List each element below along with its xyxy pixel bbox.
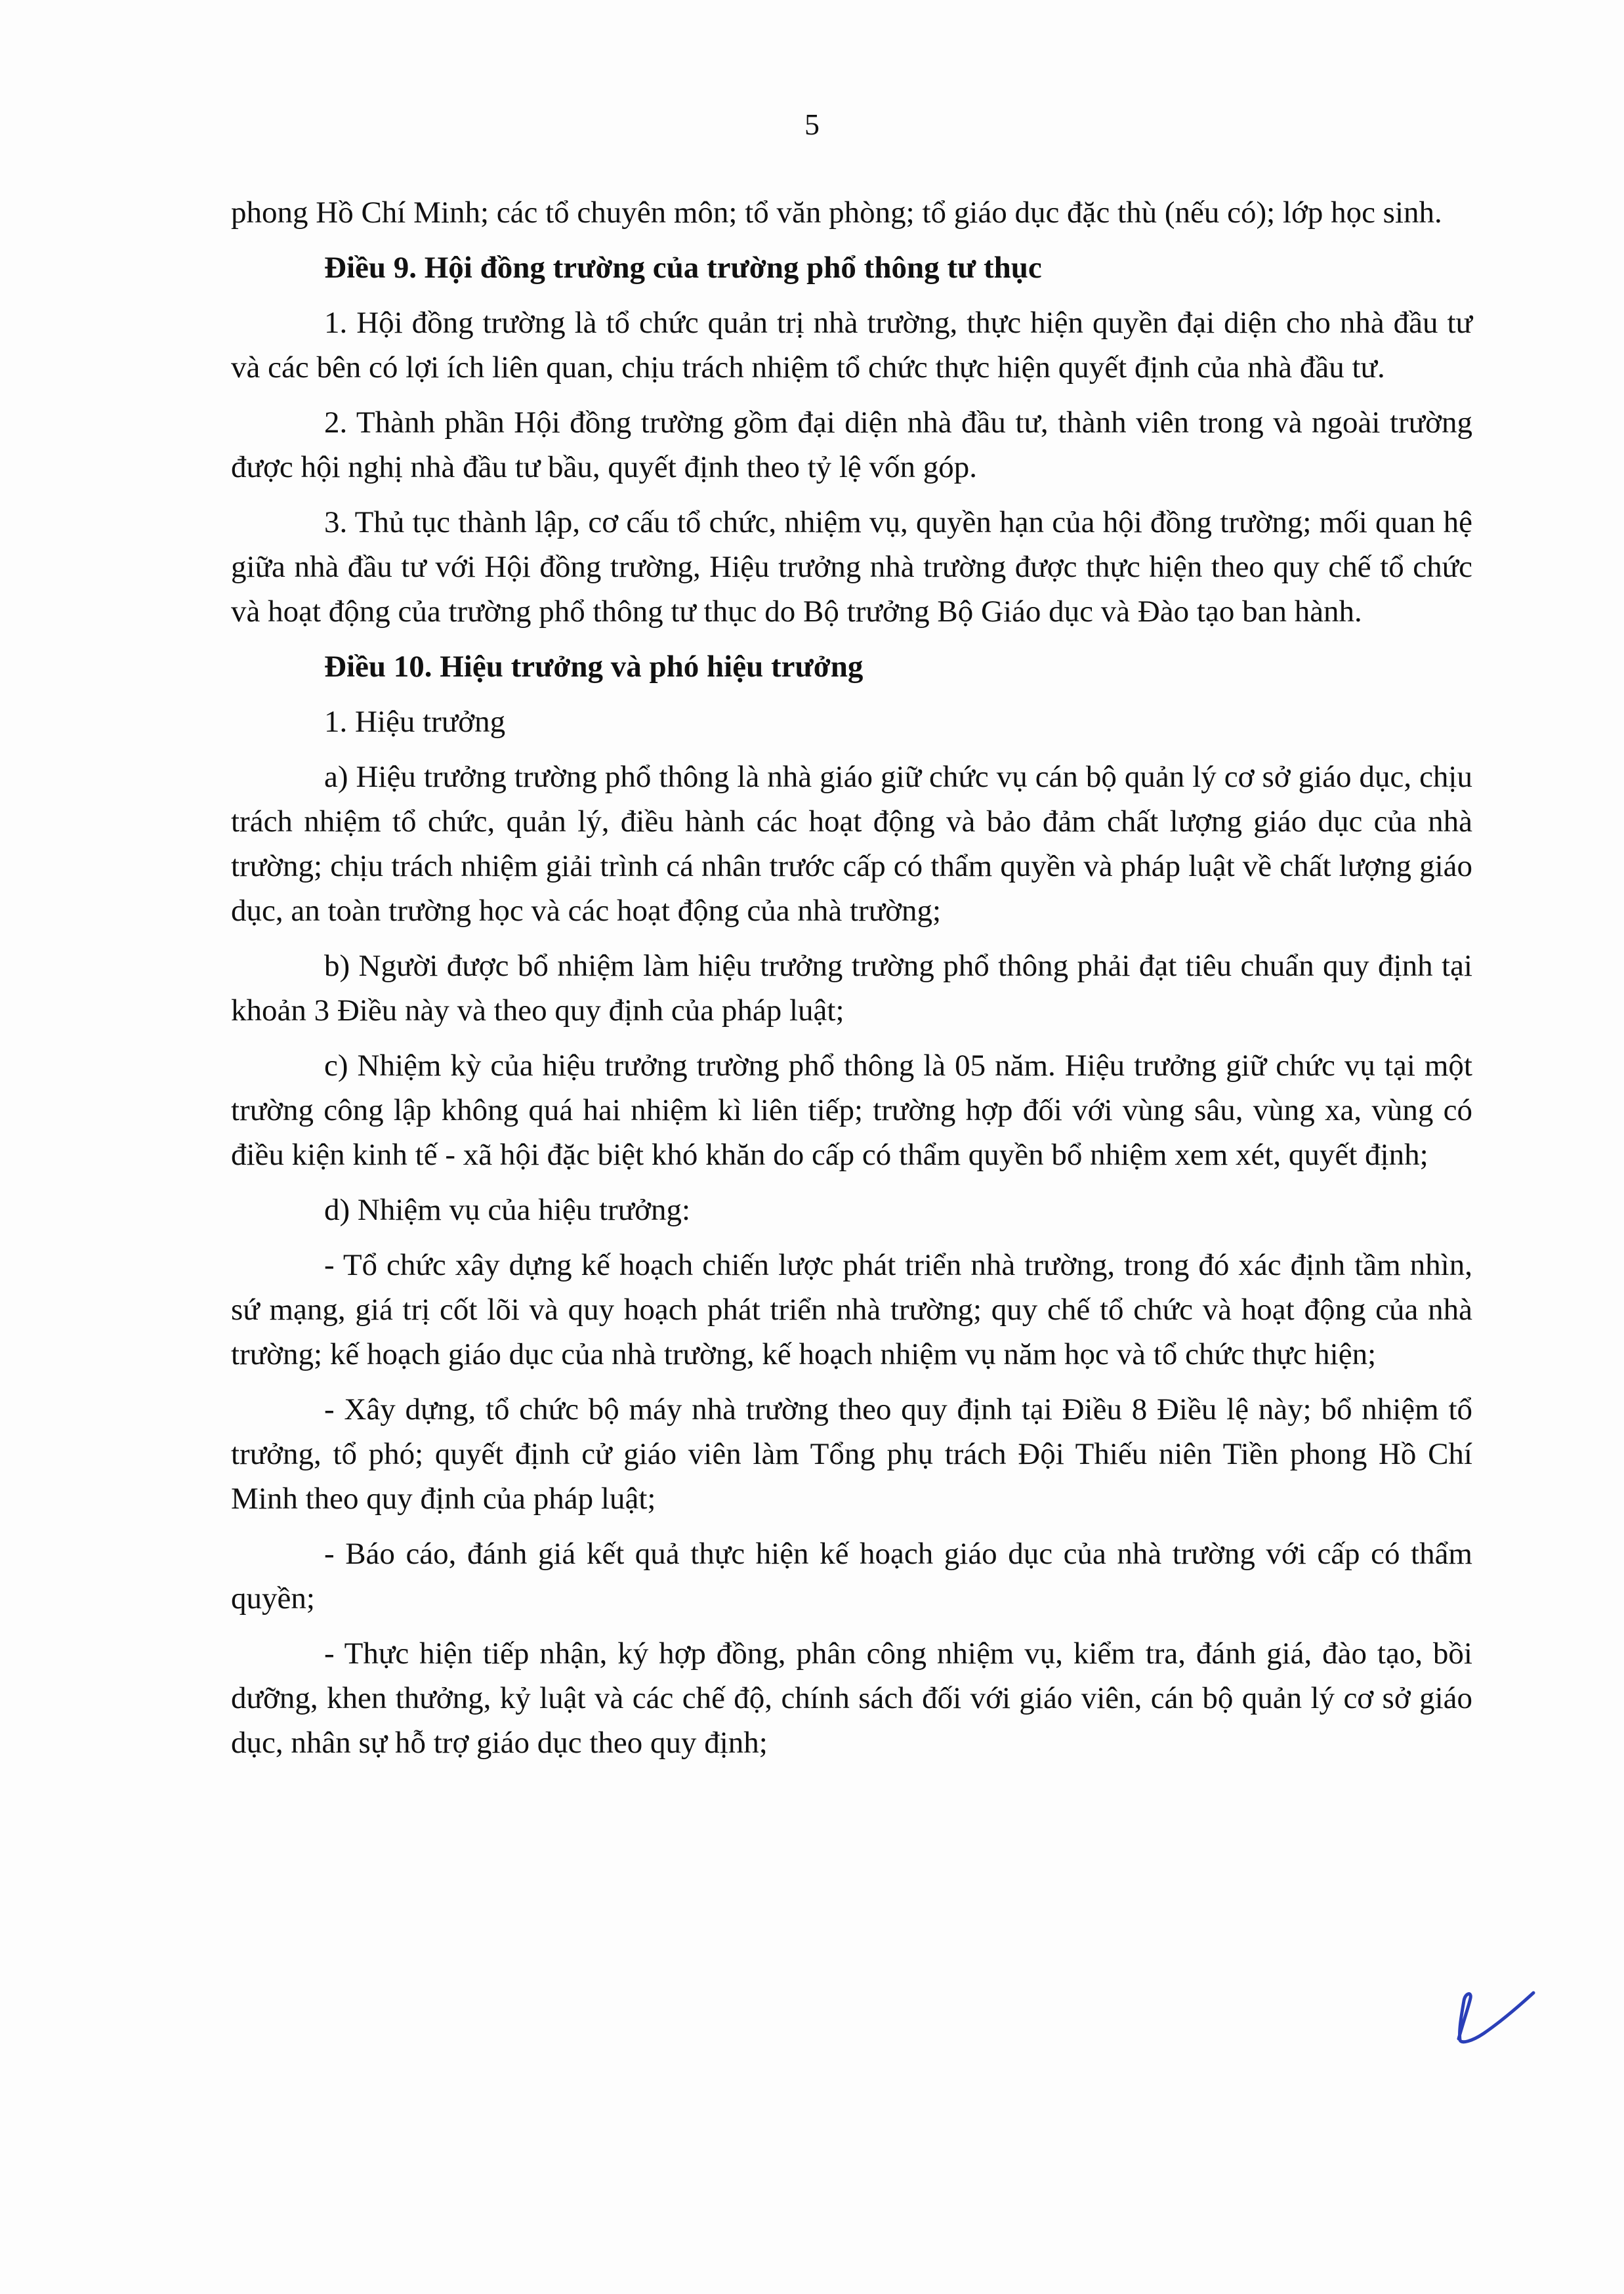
paragraph: 1. Hiệu trưởng: [324, 705, 506, 739]
paragraph: c) Nhiệm kỳ của hiệu trưởng trường phổ thông là 05 năm. Hiệu trưởng giữ chức vụ tại một trường công lập không quá hai nhiệm kì liên tiếp; trường hợp đối với vùng sâu, vùng xa, vùng có điều kiện kinh tế - xã hội đặc biệt khó khăn do cấp có thẩm quyền bổ nhiệm xem xét, quyết định;: [231, 1049, 1472, 1172]
page-number: 5: [804, 108, 820, 141]
article-heading-10: Điều 10. Hiệu trưởng và phó hiệu trưởng: [324, 650, 864, 684]
paragraph: a) Hiệu trưởng trường phổ thông là nhà giáo giữ chức vụ cán bộ quản lý cơ sở giáo dục, chịu trách nhiệm tổ chức, quản lý, điều hành các hoạt động và bảo đảm chất lượng giáo dục của nhà trường; chịu trách nhiệm giải trình cá nhân trước cấp có thẩm quyền và pháp luật về chất lượng giáo dục, an toàn trường học và các hoạt động của nhà trường;: [231, 760, 1472, 928]
article-heading-9: Điều 9. Hội đồng trường của trường phổ thông tư thục: [324, 251, 1042, 285]
paragraph: 1. Hội đồng trường là tổ chức quản trị nhà trường, thực hiện quyền đại diện cho nhà đầu tư và các bên có lợi ích liên quan, chịu trách nhiệm tổ chức thực hiện quyết định của nhà đầu tư.: [231, 306, 1472, 385]
paragraph: - Thực hiện tiếp nhận, ký hợp đồng, phân công nhiệm vụ, kiểm tra, đánh giá, đào tạo, bồi dưỡng, khen thưởng, kỷ luật và các chế độ, chính sách đối với giáo viên, cán bộ quản lý cơ sở giáo dục, nhân sự hỗ trợ giáo dục theo quy định;: [231, 1637, 1472, 1760]
paragraph: - Báo cáo, đánh giá kết quả thực hiện kế hoạch giáo dục của nhà trường với cấp có thẩm quyền;: [231, 1537, 1472, 1616]
paragraph: 2. Thành phần Hội đồng trường gồm đại diện nhà đầu tư, thành viên trong và ngoài trường được hội nghị nhà đầu tư bầu, quyết định theo tỷ lệ vốn góp.: [231, 406, 1472, 484]
paragraph-continuation: phong Hồ Chí Minh; các tổ chuyên môn; tổ văn phòng; tổ giáo dục đặc thù (nếu có); lớp học sinh.: [231, 196, 1442, 230]
paragraph: - Tổ chức xây dựng kế hoạch chiến lược phát triển nhà trường, trong đó xác định tầm nhìn, sứ mạng, giá trị cốt lõi và quy hoạch phát triển nhà trường; quy chế tổ chức và hoạt động của nhà trường; kế hoạch giáo dục của nhà trường, kế hoạch nhiệm vụ năm học và tổ chức thực hiện;: [231, 1248, 1472, 1371]
paragraph: b) Người được bổ nhiệm làm hiệu trưởng trường phổ thông phải đạt tiêu chuẩn quy định tại khoản 3 Điều này và theo quy định của pháp luật;: [231, 949, 1472, 1028]
paragraph: 3. Thủ tục thành lập, cơ cấu tổ chức, nhiệm vụ, quyền hạn của hội đồng trường; mối quan hệ giữa nhà đầu tư với Hội đồng trường, Hiệu trưởng nhà trường được thực hiện theo quy chế tổ chức và hoạt động của trường phổ thông tư thục do Bộ trưởng Bộ Giáo dục và Đào tạo ban hành.: [231, 505, 1472, 629]
document-body: [231, 190, 1472, 1776]
paragraph: - Xây dựng, tổ chức bộ máy nhà trường theo quy định tại Điều 8 Điều lệ này; bổ nhiệm tổ trưởng, tổ phó; quyết định cử giáo viên làm Tổng phụ trách Đội Thiếu niên Tiền phong Hồ Chí Minh theo quy định của pháp luật;: [231, 1392, 1472, 1516]
handwritten-initial-mark-icon: [1440, 1978, 1539, 2051]
paragraph: d) Nhiệm vụ của hiệu trưởng:: [324, 1193, 691, 1227]
